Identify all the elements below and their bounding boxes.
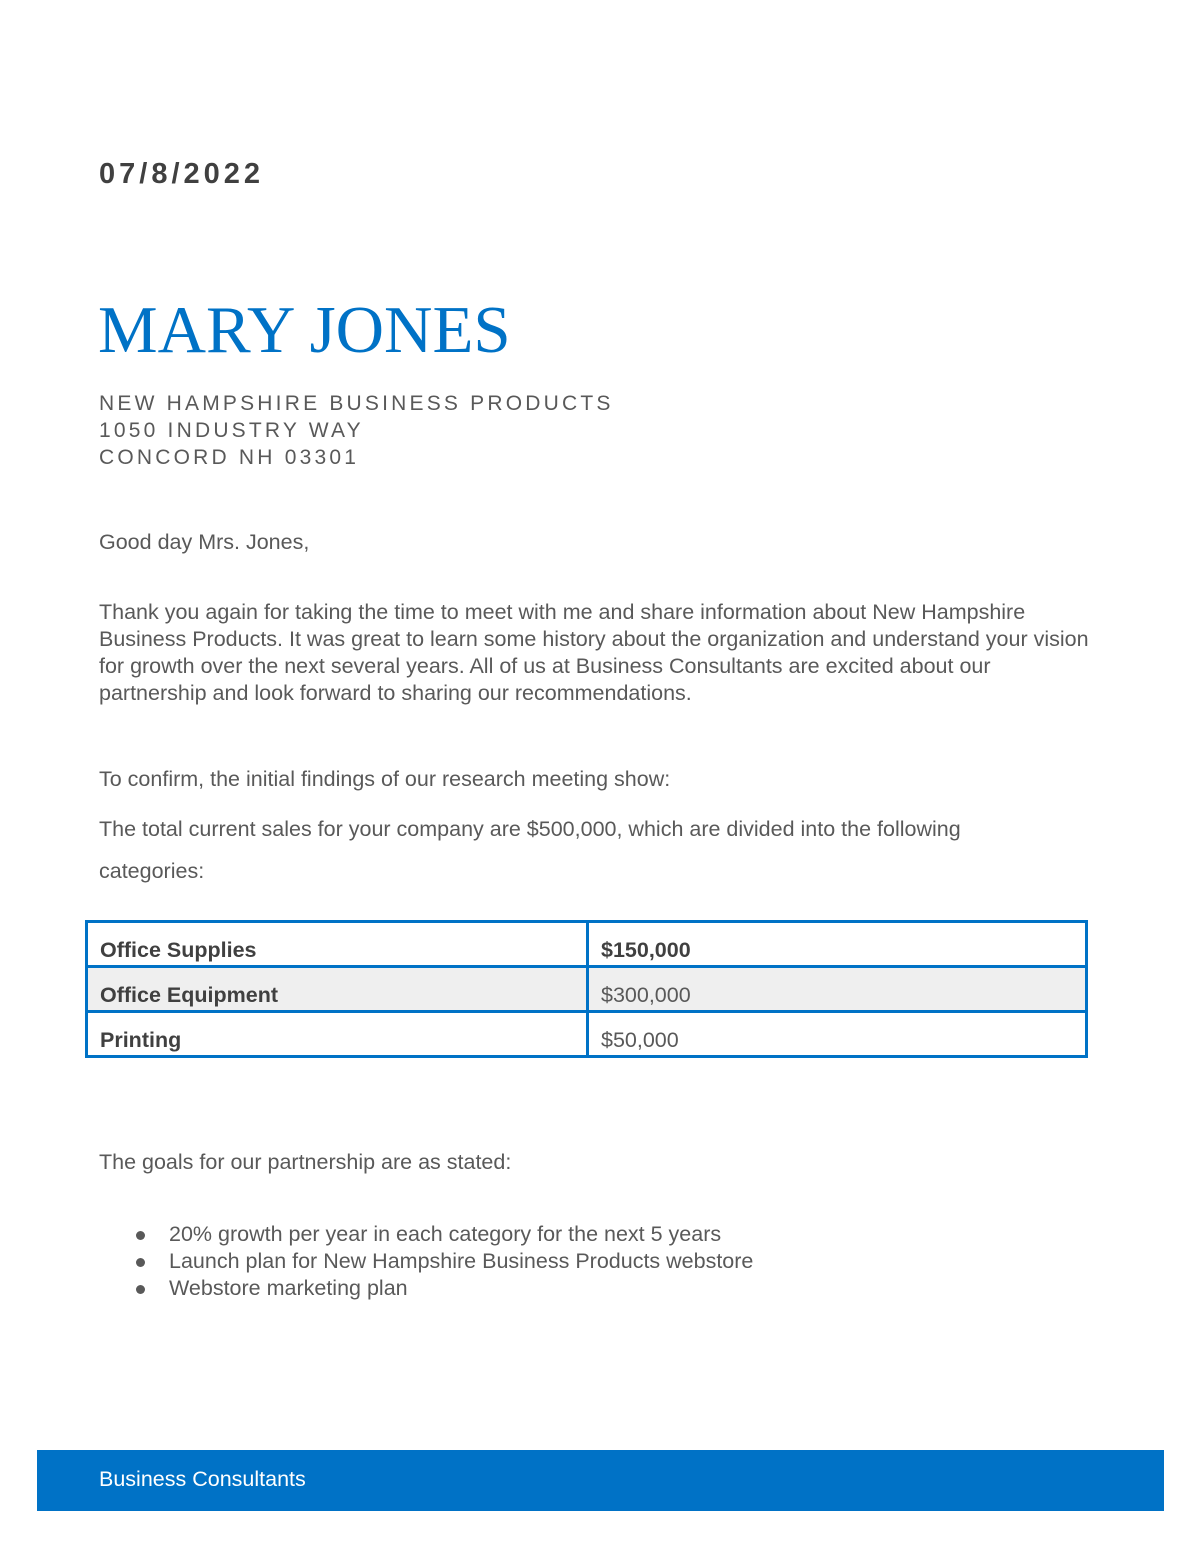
- footer-label: Business Consultants: [99, 1467, 306, 1491]
- category-cell: Printing: [87, 1012, 588, 1057]
- goals-intro: The goals for our partnership are as stated:: [99, 1150, 512, 1174]
- body-paragraph: Thank you again for taking the time to meet with me and share information about New Hampshire Business Products. It was great to learn some history about the organization and understand your vision for growth over the next several years. All of us at Business Consultants are excited about our partnership and look forward to sharing our recommendations.: [99, 600, 1089, 705]
- bullet-icon: [136, 1231, 145, 1240]
- table-row: [87, 922, 1087, 967]
- goal-text: Launch plan for New Hampshire Business Products webstore: [169, 1249, 754, 1273]
- address-city-state-zip: CONCORD NH 03301: [99, 446, 360, 469]
- greeting: Good day Mrs. Jones,: [99, 530, 310, 554]
- recipient-address: [99, 390, 614, 471]
- category-cell: Office Equipment: [87, 967, 588, 1012]
- table-row: [87, 967, 1087, 1012]
- table-row: [87, 1012, 1087, 1057]
- amount-cell: $150,000: [588, 922, 1087, 967]
- letter-date: 07/8/2022: [99, 158, 265, 190]
- goal-text: Webstore marketing plan: [169, 1276, 408, 1300]
- list-item: [132, 1248, 753, 1275]
- list-item: [132, 1221, 753, 1248]
- recipient-name: MARY JONES: [98, 293, 511, 367]
- category-cell: Office Supplies: [87, 922, 588, 967]
- goals-list: [132, 1221, 753, 1302]
- sales-summary: The total current sales for your company are $500,000, which are divided into the following categories:: [99, 817, 961, 883]
- bullet-icon: [136, 1258, 145, 1267]
- list-item: [132, 1275, 753, 1302]
- amount-cell: $300,000: [588, 967, 1087, 1012]
- address-street: 1050 INDUSTRY WAY: [99, 419, 364, 442]
- sales-table: [85, 920, 1088, 1058]
- bullet-icon: [136, 1285, 145, 1294]
- findings-intro: To confirm, the initial findings of our research meeting show:: [99, 767, 671, 791]
- footer-bar: [37, 1450, 1164, 1511]
- goal-text: 20% growth per year in each category for the next 5 years: [169, 1222, 722, 1246]
- address-company: NEW HAMPSHIRE BUSINESS PRODUCTS: [99, 392, 614, 415]
- amount-cell: $50,000: [588, 1012, 1087, 1057]
